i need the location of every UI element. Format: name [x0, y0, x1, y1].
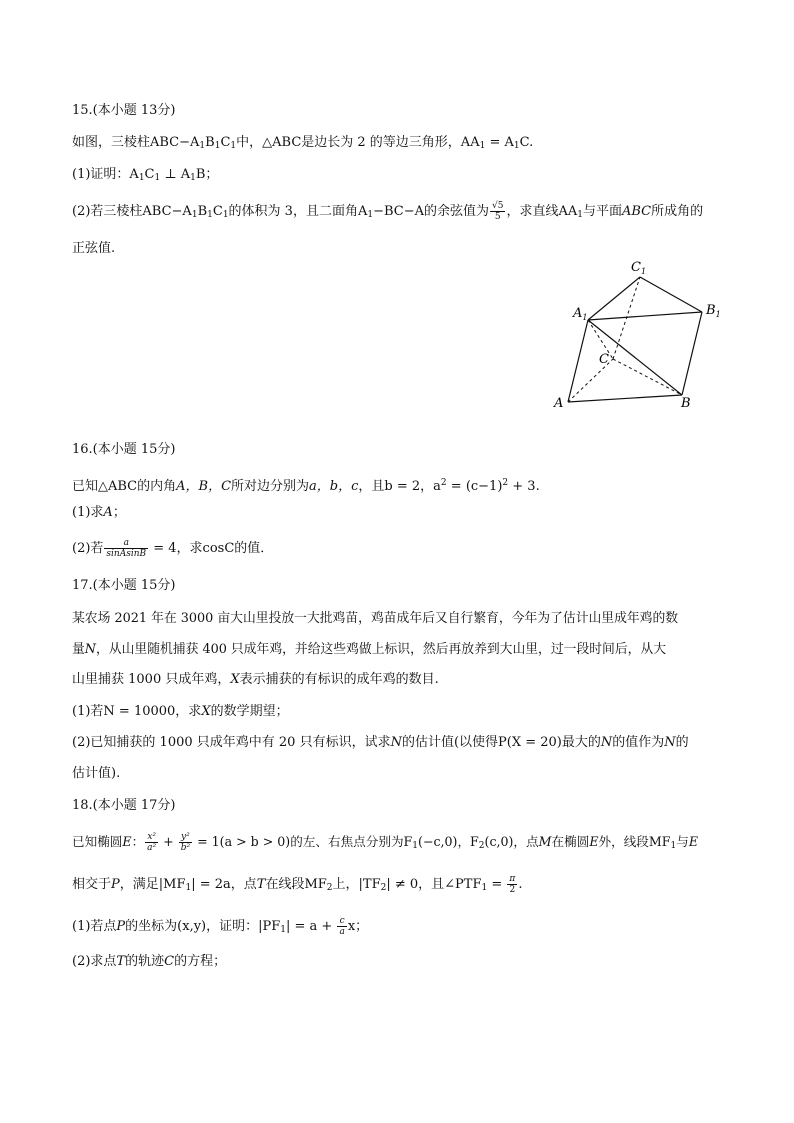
- q15-heading: 15.(本小题 13分): [72, 103, 176, 118]
- edge-A-B: [568, 395, 682, 402]
- q17-part2-cont: 估计值).: [72, 766, 121, 781]
- c-over-a-fraction: $\frac{c}{a}$: [339, 916, 345, 937]
- q17-heading: 17.(本小题 15分): [72, 578, 176, 593]
- edge-B-B1: [682, 312, 702, 395]
- q18-part2: (2)求点T的轨迹C的方程；: [72, 954, 227, 969]
- q15-part1: (1)证明：$A_1C_1$ ⊥ $A_1B$；: [72, 167, 219, 183]
- q17-part1: (1)若N = 10000，求X的数学期望；: [72, 704, 289, 719]
- x-fraction: $\frac{\text{x²}}{\text{a²}}$: [147, 832, 157, 853]
- edge-A1-C1: [588, 277, 640, 320]
- y-fraction: $\frac{\text{y²}}{\text{b²}}$: [180, 832, 191, 853]
- q15-part2-cont: 正弦值.: [72, 241, 116, 256]
- cos-fraction: $\frac{√5}{5}$: [492, 201, 504, 222]
- label-A1: $A_1$: [573, 306, 588, 322]
- q17-part2: (2)已知捕获的 1000 只成年鸡中有 20 只有标识，试求N的估计值(以使得P(X = 20)最大的N的值作为N的: [72, 735, 689, 750]
- edge-A1-B1: [588, 312, 702, 320]
- ratio-fraction: $\frac{a}{\text{sinAsinB}}$: [106, 538, 147, 559]
- q16-part1: (1)求A；: [72, 505, 126, 520]
- q16-heading: 16.(本小题 15分): [72, 442, 176, 457]
- label-B1: $B_1$: [706, 303, 721, 319]
- q18-part1: (1)若点P的坐标为(x,y)，证明：$|PF_1| = a$ + $\frac{c}{a}$ x；: [72, 916, 369, 937]
- prism-figure: [540, 255, 740, 415]
- q16-part2: (2)若 $\frac{a}{\text{sinAsinB}}$ = 4，求cosC的值．: [72, 538, 274, 559]
- q18-stem: 已知椭圆E： $\frac{\text{x²}}{\text{a²}}$ + $\frac{\text{y²}}{\text{b²}}$ = 1(a > b > 0)的左、右焦点分别为$F_1(-c,0)$，$F_2(c,0)$，点M在椭圆E外，线段$MF_1$与E: [72, 832, 699, 853]
- q18-heading: 18.(本小题 17分): [72, 798, 176, 813]
- label-B: B: [681, 396, 691, 411]
- edge-A-A1: [568, 320, 588, 402]
- q17-line1: 某农场 2021 年在 3000 亩大山里投放一大批鸡苗，鸡苗成年后又自行繁育，今年为了估计山里成年鸡的数: [72, 611, 679, 626]
- q18-line2: 相交于P，满足$|MF_1| = 2a$，点T在线段$MF_2$上，$|TF_2| \ne 0$，且$\angle PTF_1$ = $\frac{\pi}{2}$ .: [72, 874, 523, 895]
- q15-stem: 如图，三棱柱$ABC-A_1B_1C_1$中，△ABC是边长为 2 的等边三角形，$AA_1 = A_1C$.: [72, 135, 534, 151]
- label-C1: $C_1$: [631, 260, 647, 276]
- edge-C-B-hidden: [613, 359, 682, 395]
- edge-C1-B1: [640, 277, 702, 312]
- q15-part2: (2)若三棱柱$ABC-A_1B_1C_1$的体积为 3，且二面角$A_1-BC-A$的余弦值为 $\frac{√5}{5}$ ，求直线$AA_1$与平面ABC所成角的: [72, 201, 704, 222]
- label-C: C: [599, 352, 609, 367]
- q17-line3: 山里捕获 1000 只成年鸡，X表示捕获的有标识的成年鸡的数目.: [72, 672, 439, 687]
- q16-stem: 已知△ABC的内角A，B，C所对边分别为a，b，c，且b = 2，$a^2 = (c-1)^2 + 3$.: [72, 478, 540, 494]
- pi-fraction: $\frac{\pi}{2}$: [509, 874, 516, 895]
- q17-line2: 量N，从山里随机捕获 400 只成年鸡，并给这些鸡做上标识，然后再放养到大山里，过一段时间后，从大: [72, 642, 667, 657]
- label-A: A: [554, 396, 564, 411]
